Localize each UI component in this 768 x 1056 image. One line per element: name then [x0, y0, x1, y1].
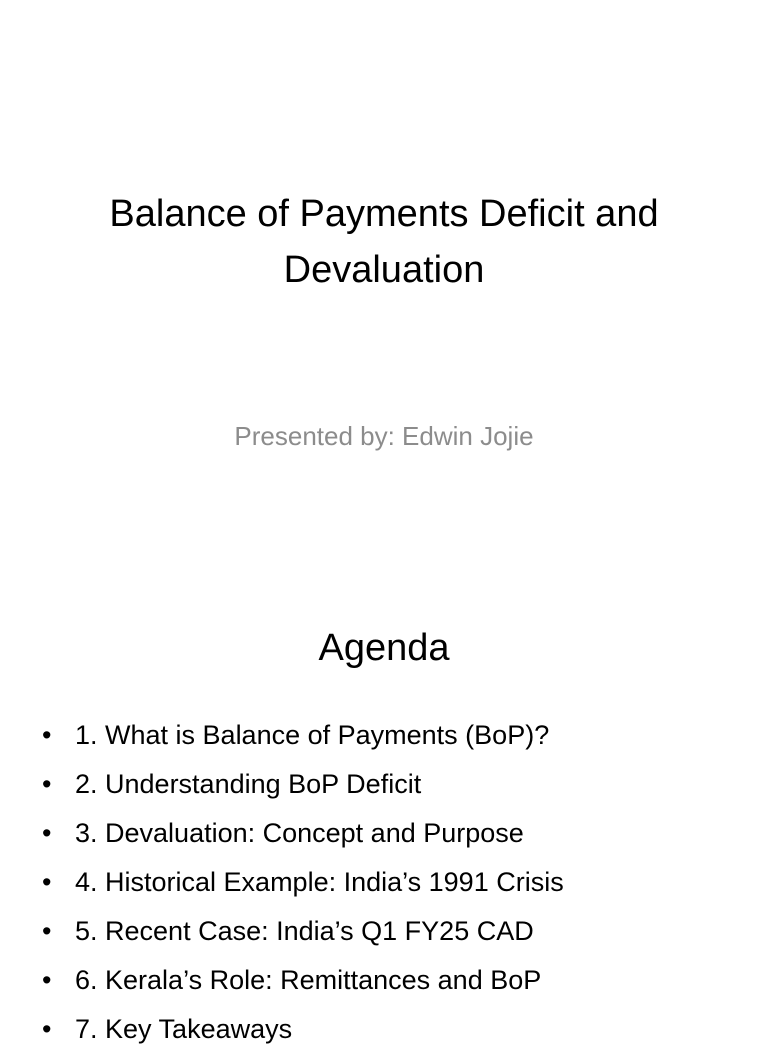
presentation-title — [40, 186, 728, 298]
bullet-icon: • — [42, 769, 52, 799]
agenda-item-text: 2. Understanding BoP Deficit — [75, 769, 422, 799]
bullet-icon: • — [42, 965, 52, 995]
agenda-item-text: 4. Historical Example: India’s 1991 Crisis — [75, 867, 564, 897]
agenda-title: Agenda — [318, 627, 450, 669]
agenda-item-text: 5. Recent Case: India’s Q1 FY25 CAD — [75, 916, 534, 946]
bullet-icon: • — [42, 1014, 52, 1044]
bullet-icon: • — [42, 720, 52, 750]
bullet-icon: • — [42, 818, 52, 848]
title-line-1: Balance of Payments Deficit and — [109, 193, 659, 235]
title-line-2: Devaluation — [283, 249, 485, 291]
agenda-item-text: 1. What is Balance of Payments (BoP)? — [75, 720, 550, 750]
agenda-slide — [0, 576, 768, 1044]
agenda-item-text: 6. Kerala’s Role: Remittances and BoP — [75, 965, 542, 995]
agenda-item-text: 7. Key Takeaways — [75, 1014, 293, 1044]
agenda-item-text: 3. Devaluation: Concept and Purpose — [75, 818, 524, 848]
bullet-icon: • — [42, 916, 52, 946]
bullet-icon: • — [42, 867, 52, 897]
presenter-subtitle: Presented by: Edwin Jojie — [234, 421, 534, 451]
